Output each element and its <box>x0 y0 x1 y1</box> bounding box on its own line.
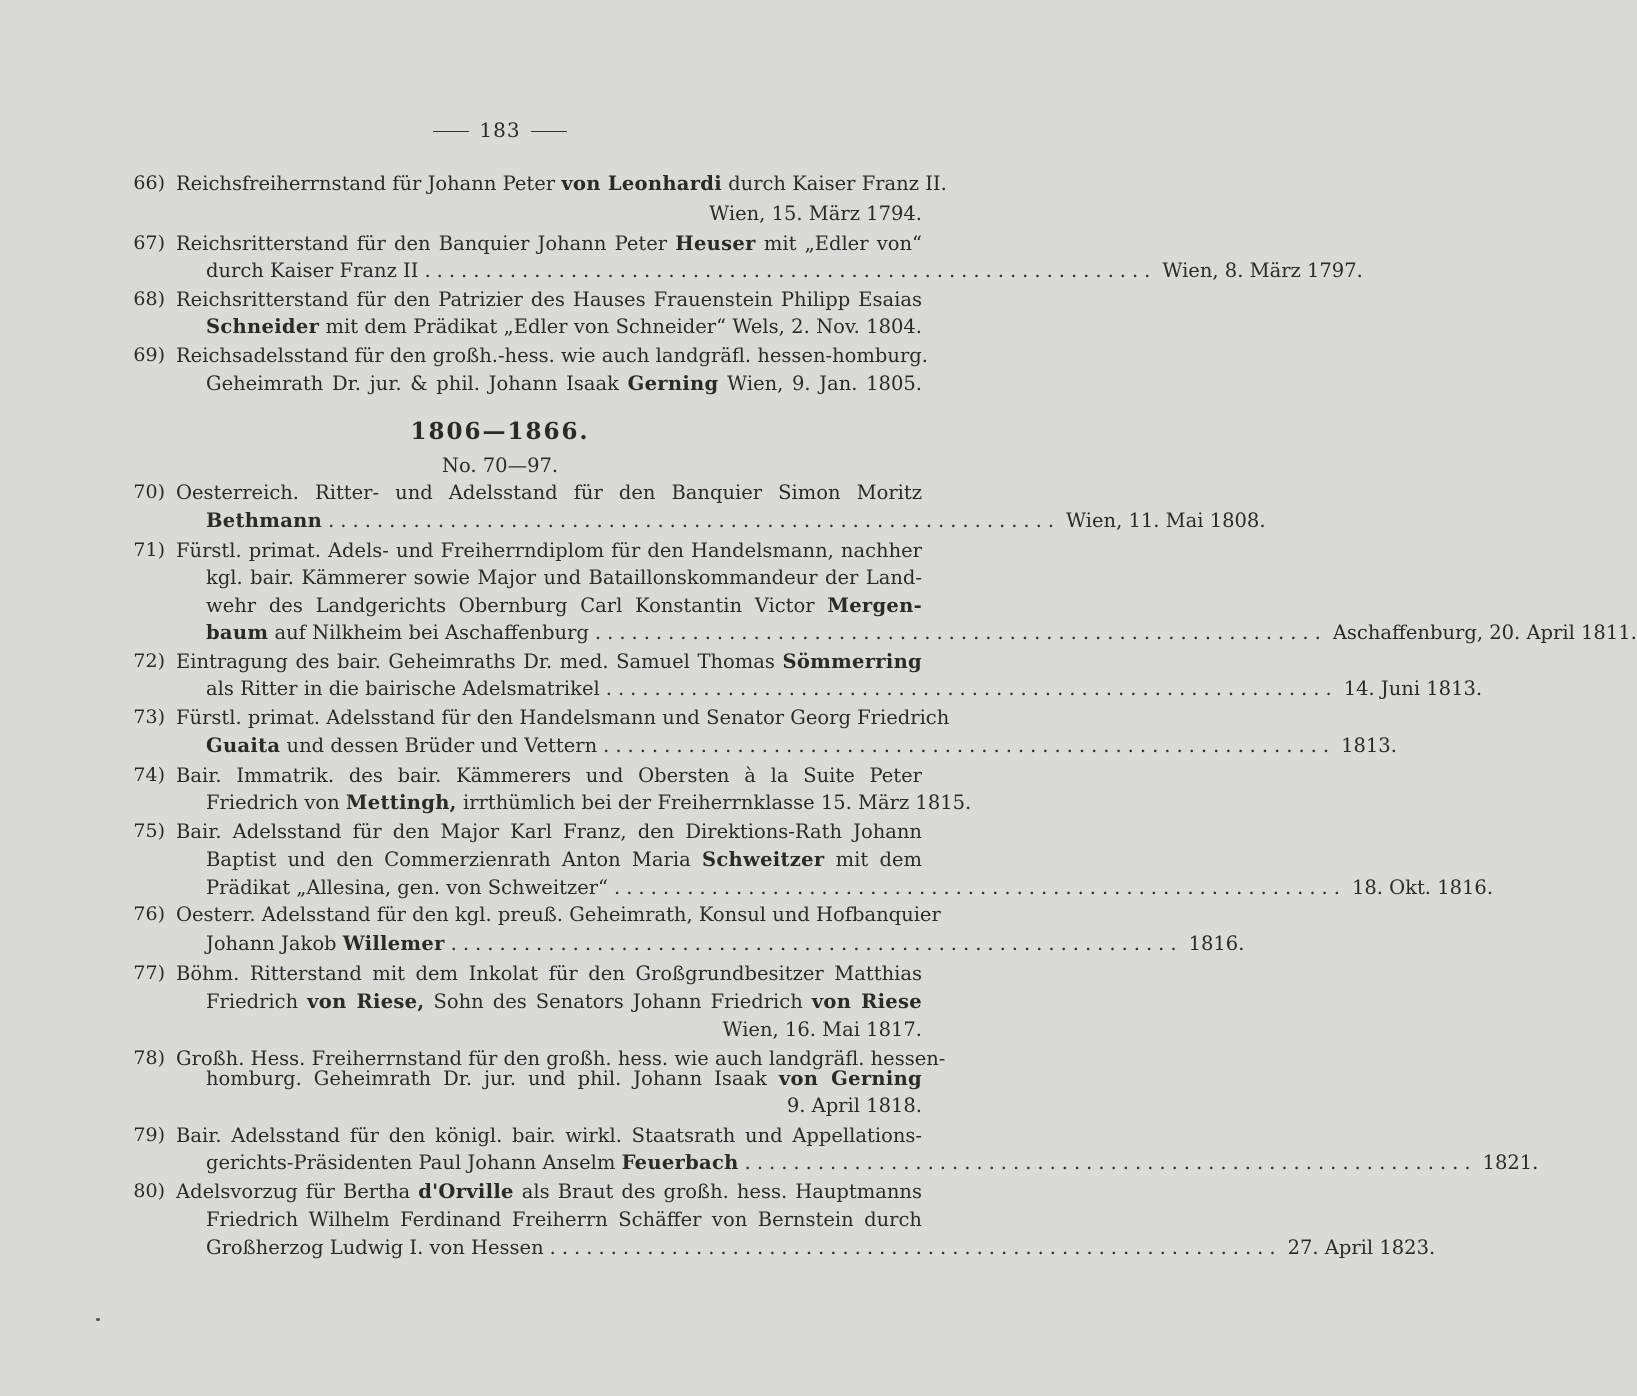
family-name: Schweitzer <box>701 848 825 871</box>
entry-text-part: Oesterreich. Ritter- und Adelsstand für den Banquier Simon Moritz <box>176 481 922 504</box>
entry-text-part: mit „Edler von“ <box>755 232 922 255</box>
entry-text-part: Fürstl. primat. Adelsstand für den Handelsmann und Senator Georg Friedrich <box>176 706 950 729</box>
leader-dots: ............................................................ <box>744 1151 1477 1174</box>
entry-text-part: Fürstl. primat. Adels- und Freiherrndiplom für den Handelsmann, nachher <box>176 539 922 562</box>
family-name: von Riese <box>811 990 922 1013</box>
family-name: Guaita <box>206 734 281 757</box>
entry-number: 66) <box>133 172 165 194</box>
entry-line <box>176 539 922 562</box>
entry-text <box>206 734 597 757</box>
entry-date: Wien, 16. Mai 1817. <box>722 1018 922 1041</box>
entry-text-part: mit dem Prädikat „Edler von Schneider“ Wels, 2. Nov. 1804. <box>319 315 922 338</box>
entry-line <box>206 372 922 395</box>
family-name: Gerning <box>627 372 719 395</box>
entry-line <box>176 288 922 311</box>
entry-text <box>206 932 445 955</box>
entry-line <box>206 677 1483 700</box>
entry-text-part: Friedrich <box>206 990 308 1013</box>
entry-text-part: durch Kaiser Franz II. <box>721 172 947 195</box>
family-name: Mergen- <box>827 594 922 617</box>
family-name: Willemer <box>342 932 445 955</box>
entry-number: 74) <box>133 764 165 786</box>
entry-line <box>206 848 922 871</box>
leader-dots: ............................................................ <box>424 259 1157 282</box>
entry-text-part: Eintragung des bair. Geheimraths Dr. med. Samuel Thomas <box>176 650 783 673</box>
entry-line <box>206 734 1397 757</box>
entry-line <box>206 1236 1436 1259</box>
entry-line <box>206 594 922 617</box>
leader-dots: ............................................................ <box>594 621 1327 644</box>
entry-date: 9. April 1818. <box>786 1094 922 1117</box>
entry-number: 76) <box>133 903 165 925</box>
entry-line <box>206 509 1266 532</box>
entry-line <box>206 621 1637 644</box>
entry-date: Wien, 8. März 1797. <box>1162 259 1363 282</box>
entry-number: 80) <box>133 1180 165 1202</box>
entry-number: 78) <box>133 1047 165 1069</box>
entry-line <box>176 903 941 926</box>
entry-line <box>176 172 947 195</box>
entry-line <box>176 764 922 787</box>
entry-line <box>206 990 922 1013</box>
entry-text-part: als Braut des großh. hess. Hauptmanns <box>513 1180 922 1203</box>
entry-text-part: Böhm. Ritterstand mit dem Inkolat für den Großgrundbesitzer Matthias <box>176 962 922 985</box>
entry-text-part: wehr des Landgerichts Obernburg Carl Konstantin Victor <box>206 594 828 617</box>
entry-line <box>206 1094 922 1117</box>
entry-text-part: Wien, 9. Jan. 1805. <box>718 372 922 395</box>
entry-text-part: Bair. Immatrik. des bair. Kämmerers und Obersten à la Suite Peter <box>176 764 922 787</box>
entry-date: Aschaffenburg, 20. April 1811. <box>1332 621 1637 644</box>
entry-number: 73) <box>133 706 165 728</box>
entry-date: 18. Okt. 1816. <box>1351 876 1494 899</box>
entry-number: 71) <box>133 539 165 561</box>
entry-text-part: homburg. Geheimrath Dr. jur. und phil. Johann Isaak <box>206 1067 779 1090</box>
entry-date: Wien, 15. März 1794. <box>709 202 922 225</box>
section-heading: 1806—1866. <box>410 418 590 445</box>
entry-number: 68) <box>133 288 165 310</box>
entry-date: 1813. <box>1341 734 1397 757</box>
entry-text-part: Reichsfreiherrnstand für Johann Peter <box>176 172 562 195</box>
entry-number: 70) <box>133 481 165 503</box>
entry-text-part: gerichts-Präsidenten Paul Johann Anselm <box>206 1151 622 1174</box>
entry-number: 69) <box>133 344 165 366</box>
entry-text-part: Baptist und den Commerzienrath Anton Maria <box>206 848 702 871</box>
entry-text-part: irrthümlich bei der Freiherrnklasse 15. März 1815. <box>456 791 972 814</box>
family-name: Schneider <box>206 315 320 338</box>
entry-number: 77) <box>133 962 165 984</box>
left-ornament <box>433 131 469 132</box>
entry-text-part: auf Nilkheim bei Aschaffenburg <box>268 621 589 644</box>
entry-line <box>206 202 922 225</box>
entry-date: 1821. <box>1482 1151 1539 1174</box>
entry-text-part: Friedrich Wilhelm Ferdinand Freiherrn Schäffer von Bernstein durch <box>206 1208 922 1231</box>
entry-line <box>206 259 1363 282</box>
entry-line <box>206 932 1245 955</box>
entry-date: 27. April 1823. <box>1287 1236 1436 1259</box>
entry-number: 79) <box>133 1124 165 1146</box>
entry-line <box>206 1208 922 1231</box>
entry-text-part: Johann Jakob <box>206 932 343 955</box>
entry-text-part: durch Kaiser Franz II <box>206 259 419 282</box>
entry-line <box>176 344 928 367</box>
family-name: d'Orville <box>418 1180 514 1203</box>
entry-line <box>206 1151 1539 1174</box>
leader-dots: ............................................................ <box>328 509 1061 532</box>
entry-text-part: als Ritter in die bairische Adelsmatrikel <box>206 677 600 700</box>
entry-text <box>206 509 322 532</box>
entry-text <box>206 621 589 644</box>
family-name: Sömmerring <box>782 650 922 673</box>
entry-text-part: Großherzog Ludwig I. von Hessen <box>206 1236 544 1259</box>
family-name: von Leonhardi <box>561 172 722 195</box>
paper-speck <box>96 1318 100 1321</box>
entry-date: Wien, 11. Mai 1808. <box>1066 509 1266 532</box>
entry-date: 14. Juni 1813. <box>1343 677 1483 700</box>
entry-number: 72) <box>133 650 165 672</box>
entry-text-part: und dessen Brüder und Vettern <box>280 734 598 757</box>
entry-line <box>176 650 922 673</box>
entry-text <box>206 259 418 282</box>
leader-dots: ............................................................ <box>450 932 1183 955</box>
page-number: 183 <box>0 118 1000 142</box>
entry-text <box>206 1151 739 1174</box>
section-subheading: No. 70—97. <box>441 454 559 477</box>
right-ornament <box>531 131 567 132</box>
entry-line <box>176 1180 922 1203</box>
entry-line <box>206 315 922 338</box>
entry-text-part: Friedrich von <box>206 791 346 814</box>
family-name: Mettingh, <box>345 791 457 814</box>
family-name: Heuser <box>675 232 756 255</box>
entry-line <box>206 566 922 589</box>
entry-text-part: Reichsritterstand für den Patrizier des Hauses Frauenstein Philipp Esaias <box>176 288 922 311</box>
family-name: Bethmann <box>206 509 323 532</box>
entry-date: 1816. <box>1188 932 1245 955</box>
family-name: baum <box>206 621 269 644</box>
entry-line <box>176 481 922 504</box>
entry-line <box>206 1018 922 1041</box>
entry-text-part: Großh. Hess. Freiherrnstand für den großh. hess. wie auch landgräfl. hessen- <box>176 1047 946 1070</box>
entry-text-part: Bair. Adelsstand für den königl. bair. wirkl. Staatsrath und Appellations- <box>176 1124 922 1147</box>
entry-line <box>176 1124 922 1147</box>
family-name: von Riese, <box>307 990 425 1013</box>
entry-text-part: Geheimrath Dr. jur. & phil. Johann Isaak <box>206 372 628 395</box>
entry-line <box>176 706 950 729</box>
entry-line <box>206 876 1494 899</box>
entry-text-part: Adelsvorzug für Bertha <box>176 1180 419 1203</box>
leader-dots: ............................................................ <box>605 677 1338 700</box>
entry-text <box>206 876 608 899</box>
leader-dots: ............................................................ <box>614 876 1346 899</box>
entry-line <box>176 820 922 843</box>
entry-text-part: Sohn des Senators Johann Friedrich <box>424 990 812 1013</box>
entry-text <box>206 1236 544 1259</box>
leader-dots: ............................................................ <box>603 734 1336 757</box>
entry-line <box>176 962 922 985</box>
entry-text-part: Reichsritterstand für den Banquier Johann Peter <box>176 232 676 255</box>
entry-text-part: Bair. Adelsstand für den Major Karl Franz, den Direktions-Rath Johann <box>176 820 922 843</box>
entry-text-part: mit dem <box>824 848 922 871</box>
family-name: von Gerning <box>778 1067 922 1090</box>
entry-text-part: Prädikat „Allesina, gen. von Schweitzer“ <box>206 876 609 899</box>
entry-text <box>206 677 600 700</box>
family-name: Feuerbach <box>621 1151 739 1174</box>
entry-line <box>206 791 972 814</box>
entry-text-part: Reichsadelsstand für den großh.-hess. wie auch landgräfl. hessen-homburg. <box>176 344 928 367</box>
entry-line <box>206 1067 922 1090</box>
entry-text-part: Oesterr. Adelsstand für den kgl. preuß. Geheimrath, Konsul und Hofbanquier <box>176 903 941 926</box>
entry-number: 75) <box>133 820 165 842</box>
entry-text-part: kgl. bair. Kämmerer sowie Major und Bataillonskommandeur der Land- <box>206 566 922 589</box>
entry-number: 67) <box>133 232 165 254</box>
leader-dots: ............................................................ <box>549 1236 1282 1259</box>
entry-line <box>176 232 922 255</box>
